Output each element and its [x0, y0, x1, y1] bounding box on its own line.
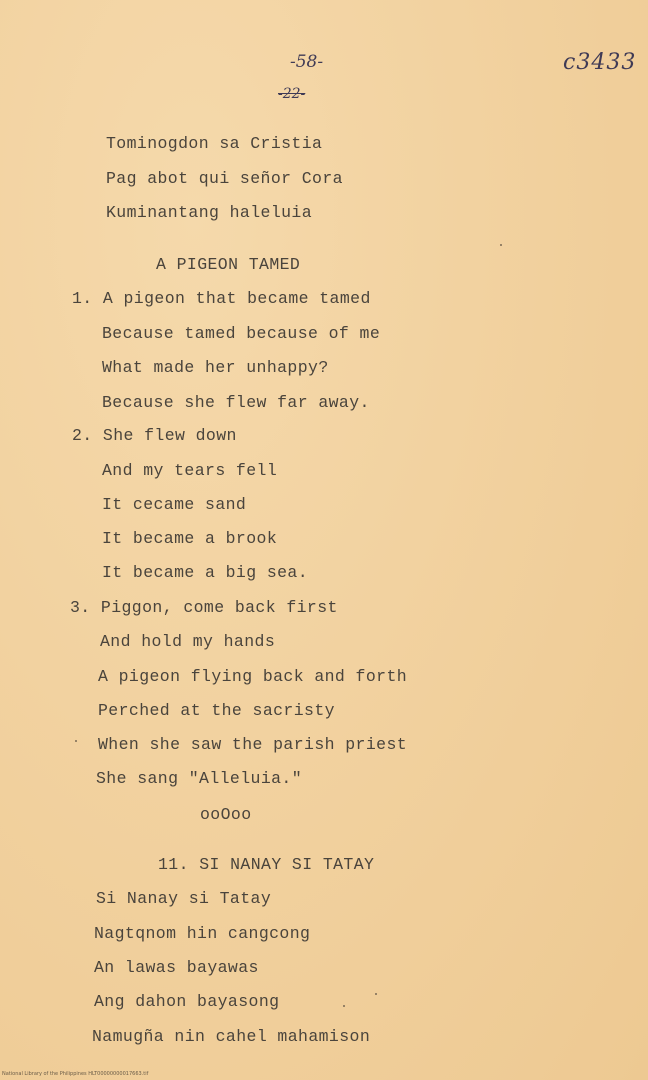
previous-song-line-2: Pag abot qui señor Cora — [106, 169, 343, 188]
previous-song-line-3: Kuminantang haleluia — [106, 203, 313, 222]
poem-line: Ang dahon bayasong — [94, 992, 280, 1011]
poem-line: It became a brook — [102, 529, 278, 548]
poem-line: Nagtqnom hin cangcong — [94, 924, 311, 943]
poem-title: A PIGEON TAMED — [156, 255, 301, 274]
poem-line: It cecame sand — [102, 495, 247, 514]
ink-speck — [75, 740, 77, 742]
poem-line: A pigeon flying back and forth — [98, 667, 408, 686]
poem-line: An lawas bayawas — [94, 958, 259, 977]
ink-speck — [500, 244, 502, 246]
poem-title: 11. SI NANAY SI TATAY — [158, 855, 375, 874]
poem-line: 3. Piggon, come back first — [70, 598, 338, 617]
poem-line: Si Nanay si Tatay — [96, 889, 272, 908]
crossed-out-page-number: -22- — [278, 86, 306, 102]
poem-line: What made her unhappy? — [102, 358, 329, 377]
poem-line: Because she flew far away. — [102, 393, 370, 412]
poem-line: Namugña nin cahel mahamison — [92, 1027, 371, 1046]
poem-line: She sang "Alleluia." — [96, 769, 303, 788]
poem-line: Because tamed because of me — [102, 324, 381, 343]
poem-line: When she saw the parish priest — [98, 735, 408, 754]
section-separator: ooOoo — [200, 805, 252, 824]
poem-line: 2. She flew down — [72, 426, 237, 445]
previous-song-line-1: Tominogdon sa Cristia — [106, 134, 323, 153]
poem-line: Perched at the sacristy — [98, 701, 335, 720]
ink-speck — [343, 1005, 345, 1007]
page-number: -58- — [290, 52, 324, 72]
archive-footer: National Library of the Philippines HLT00000000017663.tif — [2, 1071, 149, 1077]
poem-line: And hold my hands — [100, 632, 276, 651]
poem-line: 1. A pigeon that became tamed — [72, 289, 371, 308]
poem-line: And my tears fell — [102, 461, 278, 480]
archive-number: c3433 — [563, 50, 637, 75]
ink-speck — [375, 993, 377, 995]
poem-line: It became a big sea. — [102, 563, 309, 582]
